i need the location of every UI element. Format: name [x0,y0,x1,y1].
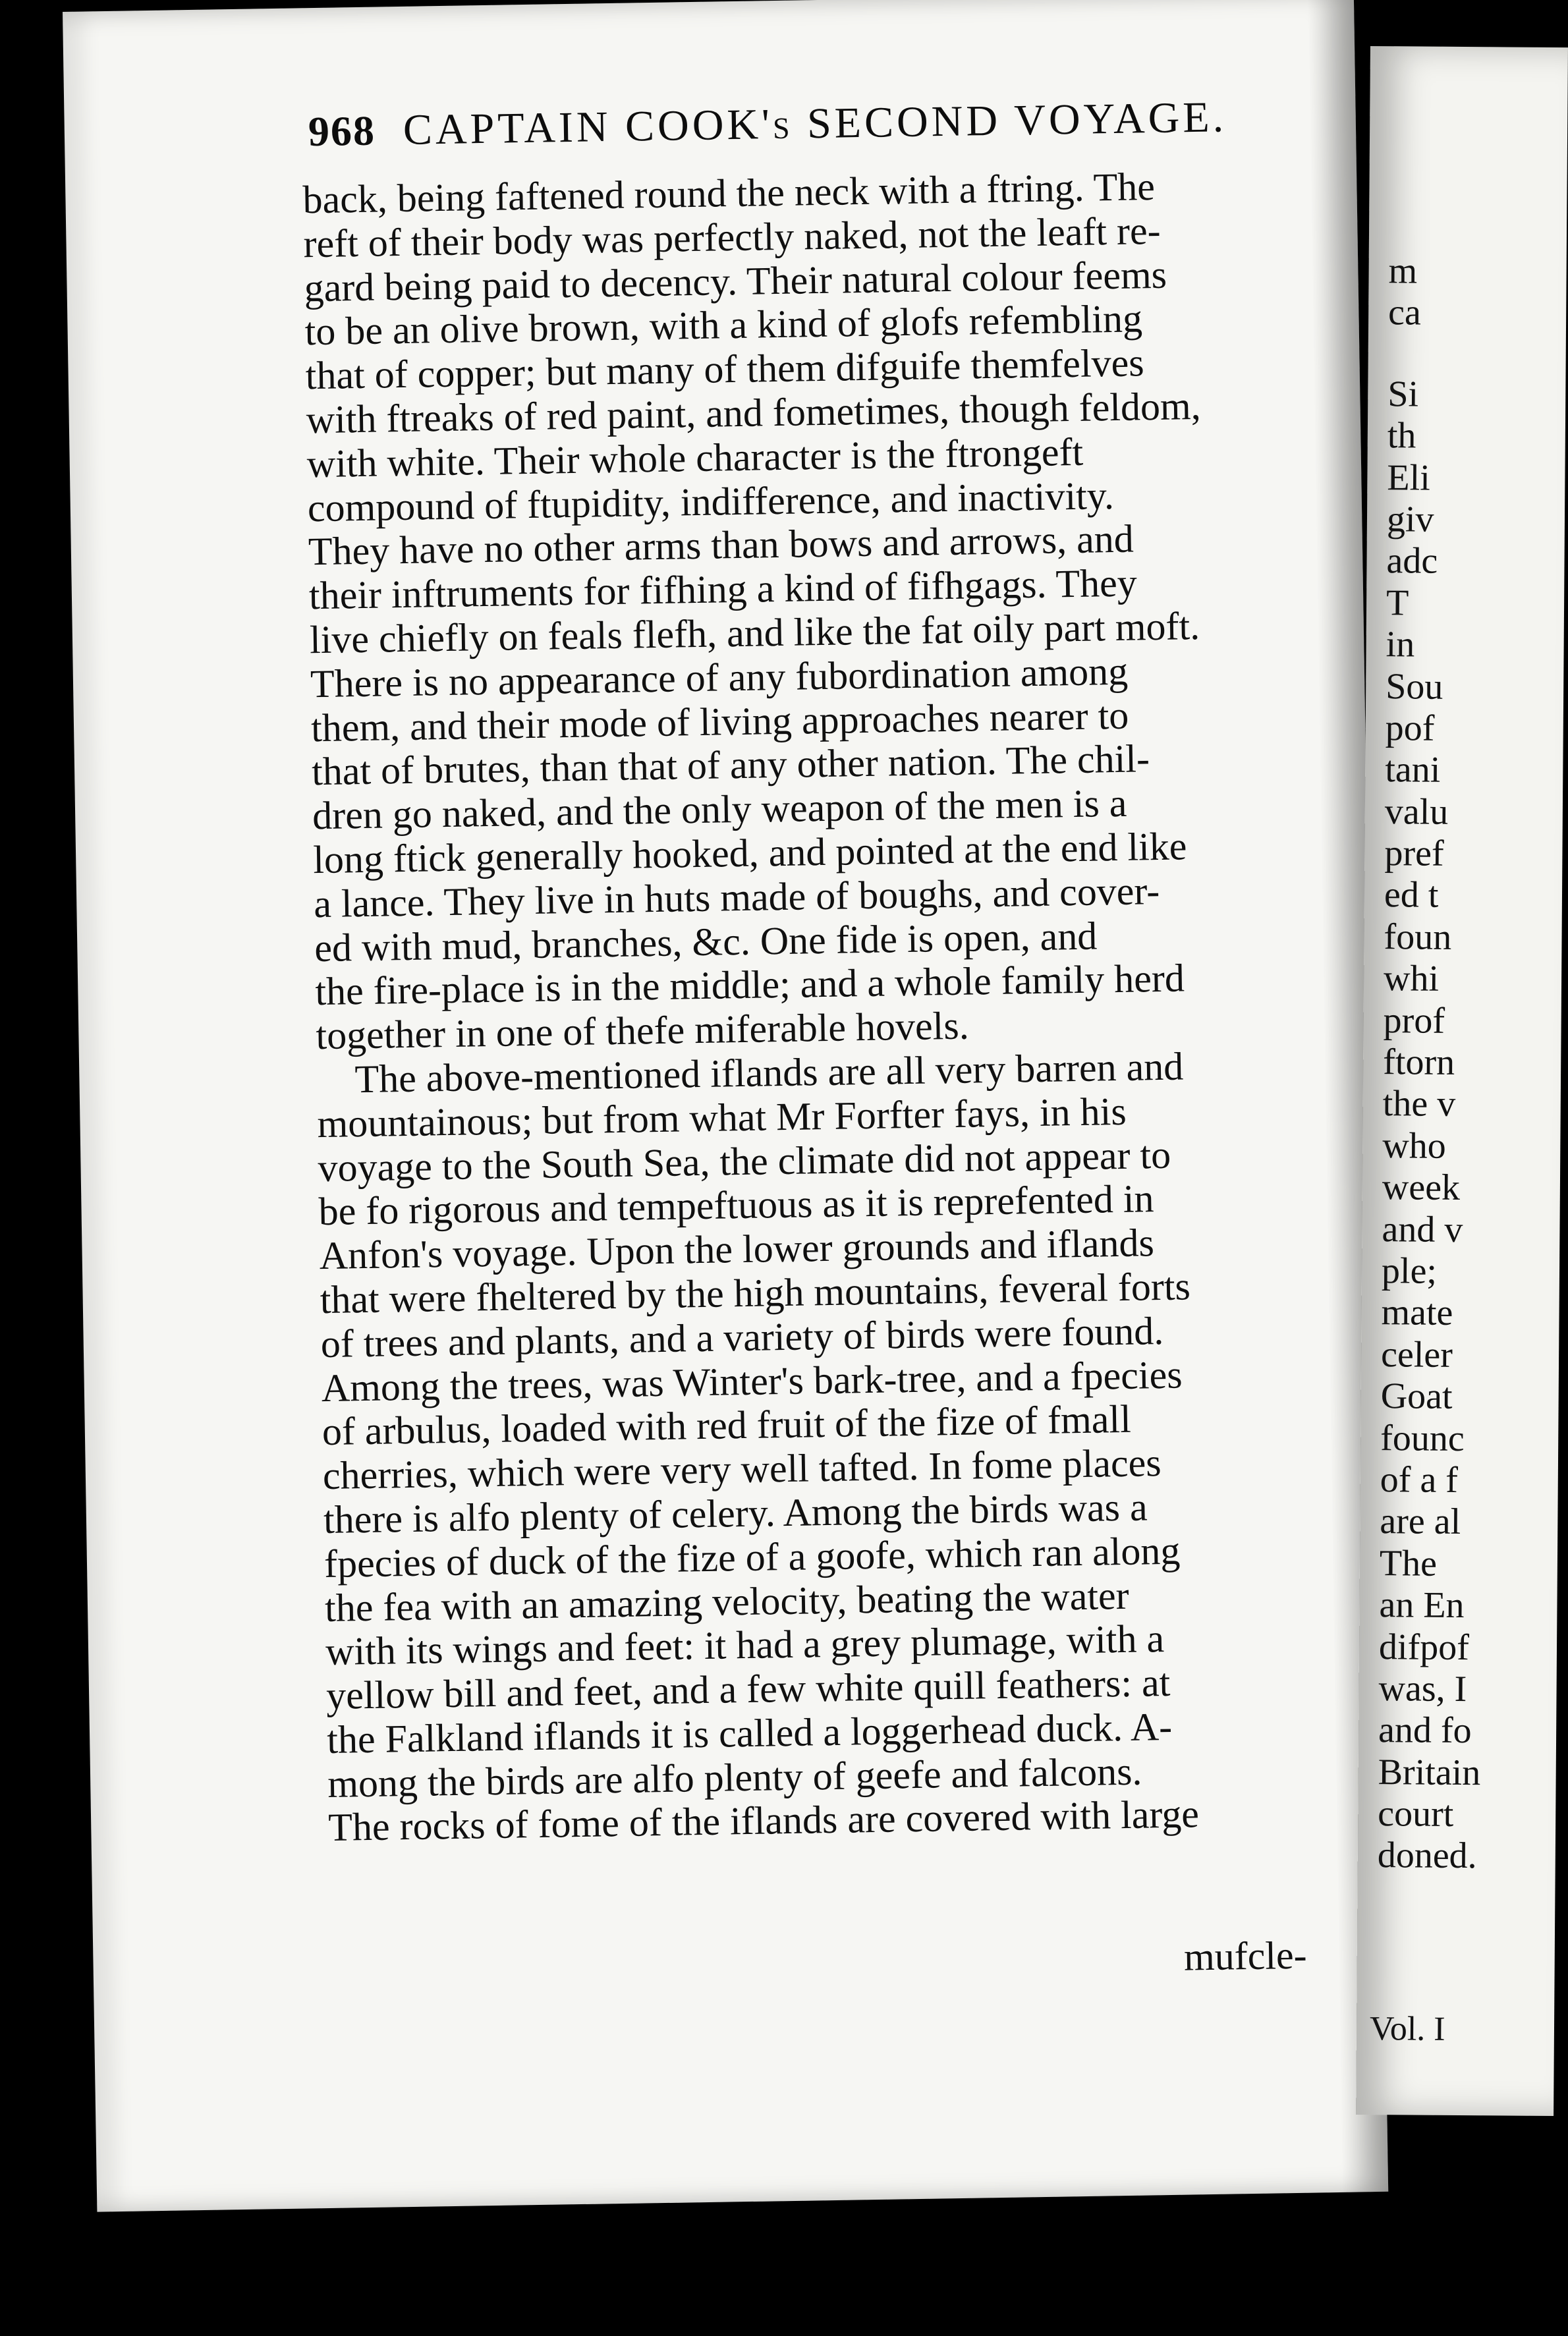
text-line: of trees and plants, and a variety of birds were found. [320,1308,1164,1366]
right-text-line: th [1387,415,1416,457]
right-text-line: prof [1383,999,1445,1042]
right-text-line: Eli [1387,457,1430,499]
text-line: their inftruments for fifhing a kind of fifhgags. They [308,561,1138,618]
right-text-line: Sou [1386,665,1443,708]
text-line: gard being paid to decency. Their natural colour feems [304,252,1167,310]
right-text-line: celer [1380,1333,1453,1376]
text-line: There is no appearance of any fubordination among [310,649,1129,706]
text-line: live chiefly on feals flefh, and like the fat oily part moft. [309,603,1200,662]
text-line: to be an olive brown, with a kind of glofs refembling [304,296,1143,354]
text-line: there is alfo plenty of celery. Among the birds was a [323,1485,1148,1542]
right-text-line [1388,334,1491,374]
text-line: of arbulus, loaded with red fruit of the fize of fmall [322,1397,1132,1454]
text-line: with white. Their whole character is the ftrongeft [306,430,1084,486]
text-line: cherries, which were very well tafted. In fome places [322,1441,1162,1498]
right-text-line: ple; [1381,1250,1438,1292]
right-text-line: and fo [1378,1710,1472,1752]
text-line: back, being faftened round the neck with a ftring. The [302,164,1156,222]
text-line: be fo rigorous and tempeftuous as it is reprefented in [318,1177,1154,1234]
right-text-line: ed t [1384,874,1439,916]
right-text-line: The [1379,1542,1438,1584]
right-text-line: the v [1382,1083,1456,1125]
right-page-footer: Vol. I [1369,2010,1445,2048]
right-text-line: tani [1385,749,1441,791]
right-text-line: court [1378,1793,1454,1835]
right-text-line: week [1382,1167,1461,1209]
text-line: mountainous; but from what Mr Forfter fays, in his [317,1089,1127,1146]
right-text-line: doned. [1377,1835,1477,1877]
text-line: long ftick generally hooked, and pointed at the end like [312,824,1187,882]
right-text-line: ca [1387,292,1422,333]
text-line: that of brutes, than that of any other nation. The chil- [311,737,1150,794]
right-text-line: mate [1381,1292,1453,1334]
text-line: a lance. They live in huts made of boughs, and cover- [313,868,1160,926]
right-text-line: giv [1386,499,1434,540]
text-line: reft of their body was perfectly naked, not the leaft re- [303,208,1162,266]
text-line: The above-mentioned iflands are all very barren and [354,1044,1184,1101]
text-line: mong the birds are alfo plenty of geefe and falcons. [327,1749,1142,1806]
right-text-line: Goat [1380,1376,1453,1418]
right-text-line: in [1386,624,1415,665]
right-page-fragment [1356,46,1568,2116]
right-text-line: valu [1384,791,1449,833]
right-text-line: of a f [1380,1459,1459,1501]
running-title: CAPTAIN COOK's SECOND VOYAGE. [403,93,1227,154]
text-line: compound of ftupidity, indifference, and inactivity. [307,473,1115,530]
right-text-line: adc [1386,540,1438,582]
right-text-line: and v [1382,1208,1463,1250]
text-line: Among the trees, was Winter's bark-tree, and a fpecies [321,1352,1183,1410]
running-head [308,91,1310,157]
text-line: them, and their mode of living approaches nearer to [310,693,1129,750]
right-text-line: who [1382,1125,1447,1167]
right-text-line: founc [1380,1417,1465,1459]
body-text [302,161,1383,1850]
text-line: the fire-place is in the middle; and a whole family herd [314,956,1185,1014]
text-line: the fea with an amazing velocity, beating the water [324,1573,1130,1630]
right-text-line: are al [1380,1501,1461,1543]
text-line: dren go naked, and the only weapon of the men is a [312,781,1127,838]
text-line: voyage to the South Sea, the climate did not appear to [318,1132,1171,1190]
catchword: mufcle- [1183,1933,1308,1979]
right-text-line: Si [1387,373,1419,415]
text-line: They have no other arms than bows and arrows, and [308,516,1134,574]
right-text-line: m [1388,250,1418,292]
right-text-line: ftorn [1383,1042,1455,1083]
text-line: fpecies of duck of the fize of a goofe, which ran along [323,1528,1181,1586]
right-text-line: difpof [1378,1626,1470,1668]
text-line: together in one of thefe miferable hovels. [315,1003,970,1058]
right-text-line: pref [1384,833,1444,874]
text-line: Anfon's voyage. Upon the lower grounds and iflands [319,1221,1155,1278]
text-line: yellow bill and feet, and a few white quill feathers: at [325,1661,1171,1718]
left-page [63,0,1388,2212]
right-text-line: an En [1379,1584,1465,1627]
page-number: 968 [308,107,376,155]
text-line: ed with mud, branches, &c. One fide is open, and [314,914,1098,970]
right-page-text [1378,250,1492,1877]
right-text-line: whi [1383,958,1440,1000]
text-line: with its wings and feet: it had a grey plumage, with a [325,1617,1165,1674]
text-line: that were fheltered by the high mountains, feveral forts [320,1264,1191,1322]
right-text-line: foun [1384,916,1452,958]
text-line: The rocks of fome of the iflands are covered with large [327,1792,1200,1850]
right-text-line: pof [1385,708,1435,749]
right-text-line: was, I [1378,1668,1467,1710]
right-text-line: T [1386,582,1409,624]
text-line: the Falkland iflands it is called a loggerhead duck. A- [326,1704,1173,1762]
right-text-line: Britain [1378,1751,1481,1793]
text-line: with ftreaks of red paint, and fometimes, though feldom, [306,383,1202,442]
text-line: that of copper; but many of them difguife themfelves [305,341,1145,398]
